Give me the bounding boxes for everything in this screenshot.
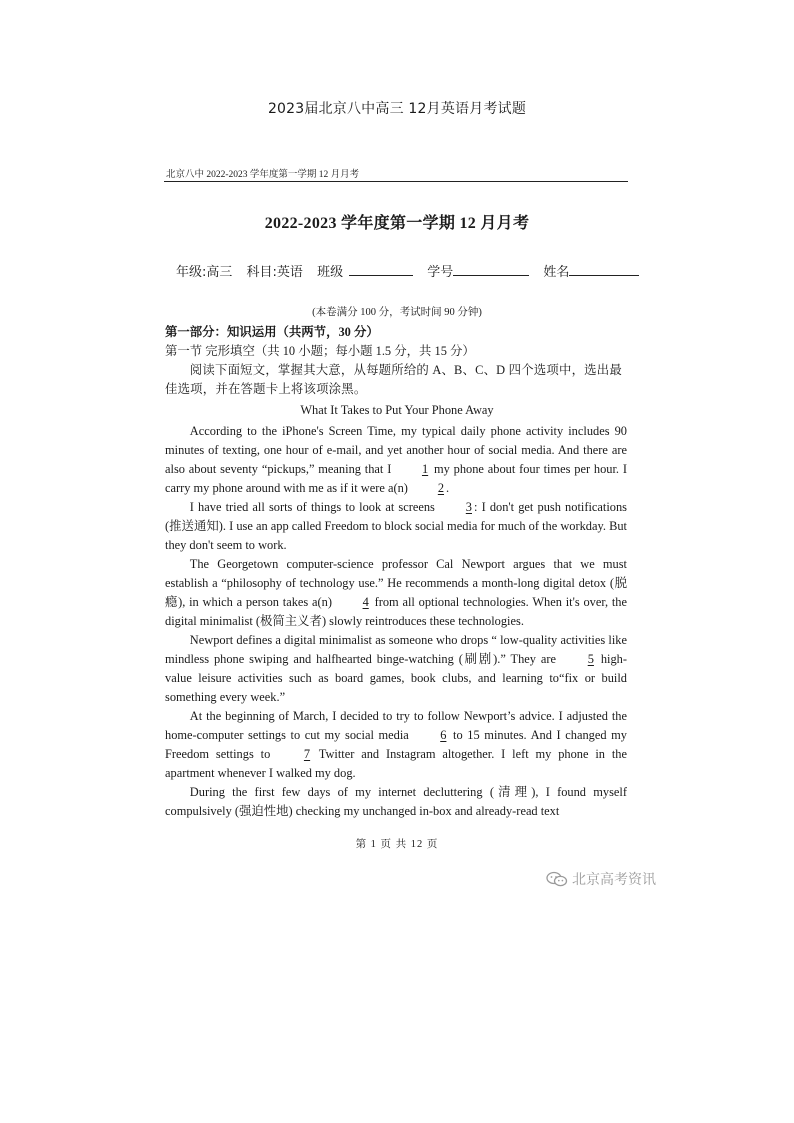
watermark-text: 北京高考资讯 — [572, 872, 656, 888]
blank-3: 3 — [465, 500, 472, 514]
paragraph-text: During the first few days of my internet decluttering (清理), I found myself compulsively (强迫性地) checking my unchanged in-box and already-read text — [165, 785, 627, 818]
watermark — [546, 869, 656, 889]
paragraph-text: The Georgetown computer-science professor Cal Newport argues that we must establish a “philosophy of technology use.” He recommends a month-long digital detox (脱瘾), in which a person takes a(n) — [165, 557, 627, 609]
subject-label: 科目:英语 — [246, 265, 303, 280]
paragraph-text: from all optional technologies. When it's over, the digital minimalist (极简主义者) slowly reintroduces these technologies. — [165, 595, 628, 628]
header-divider — [164, 181, 628, 182]
paragraph-1 — [165, 422, 627, 498]
paragraph-text: : I don't get push notifications (推送通知). I use an app called Freedom to block social media for much of the workday. But they don't seem to work. — [165, 500, 627, 552]
grade-label: 年级:高三 — [176, 265, 233, 280]
paragraph-text: . — [446, 481, 450, 495]
student-id-label: 学号 — [427, 265, 454, 280]
name-blank[interactable] — [569, 263, 639, 276]
name-label: 姓名 — [543, 265, 570, 280]
paragraph-text: I have tried all sorts of things to look at screens — [189, 500, 439, 514]
instructions: 阅读下面短文，掌握其大意，从每题所给的 A、B、C、D 四个选项中，选出最佳选项，并在答题卡上将该项涂黑。 — [165, 363, 622, 396]
paragraph-2 — [165, 498, 627, 555]
blank-6: 6 — [440, 728, 447, 742]
paragraph-text: According to the iPhone's Screen Time, my typical daily phone activity includes 90 minutes of texting, one hour of e-mail, and yet another hour of social media. And there are also about seventy “pickups,” meaning that I — [165, 424, 627, 476]
class-blank[interactable] — [349, 263, 413, 276]
paragraph-text: to 15 minutes. And I changed my Freedom settings to — [165, 728, 627, 761]
paragraph-text: Newport defines a digital minimalist as someone who drops “ low-quality activities like mindless phone swiping and halfhearted binge-watching (刷剧).” They are — [165, 633, 627, 666]
section-heading: 第一节 完形填空（共 10 小题；每小题 1.5 分，共 15 分） — [165, 344, 475, 358]
part-heading: 第一部分：知识运用（共两节，30 分） — [165, 325, 379, 339]
running-header: 北京八中 2022-2023 学年度第一学期 12 月月考 — [166, 170, 360, 180]
paragraph-text: Twitter and Instagram altogether. I left my phone in the apartment whenever I walked my dog. — [165, 747, 627, 780]
paragraph-text: my phone about four times per hour. I carry my phone around with me as if it were a(n) — [165, 462, 627, 495]
paragraph-6 — [165, 783, 627, 821]
class-label: 班级 — [317, 265, 344, 280]
passage-title: What It Takes to Put Your Phone Away — [300, 403, 494, 417]
blank-1: 1 — [421, 462, 429, 476]
blank-4: 4 — [362, 595, 369, 609]
wechat-icon — [546, 871, 568, 887]
blank-5: 5 — [587, 652, 594, 666]
document-top-title: 2023届北京八中高三 12月英语月考试题 — [267, 101, 527, 117]
score-note: (本卷满分 100 分，考试时间 90 分钟) — [312, 307, 482, 318]
paragraph-text: high-value leisure activities such as board games, book clubs, and learning to“fix or build something every week.” — [165, 652, 627, 704]
exam-title: 2022-2023 学年度第一学期 12 月月考 — [264, 215, 530, 232]
paragraph-5 — [165, 707, 627, 783]
paragraph-text: At the beginning of March, I decided to try to follow Newport’s advice. I adjusted the home-computer settings to cut my social media — [165, 709, 627, 742]
page-number-footer: 第 1 页 共 12 页 — [355, 839, 439, 850]
cloze-passage — [165, 422, 627, 821]
student-id-blank[interactable] — [453, 263, 529, 276]
paragraph-3 — [165, 555, 627, 631]
paragraph-4 — [165, 631, 627, 707]
blank-2: 2 — [437, 481, 445, 495]
blank-7: 7 — [303, 747, 311, 761]
student-info-line — [176, 261, 649, 280]
